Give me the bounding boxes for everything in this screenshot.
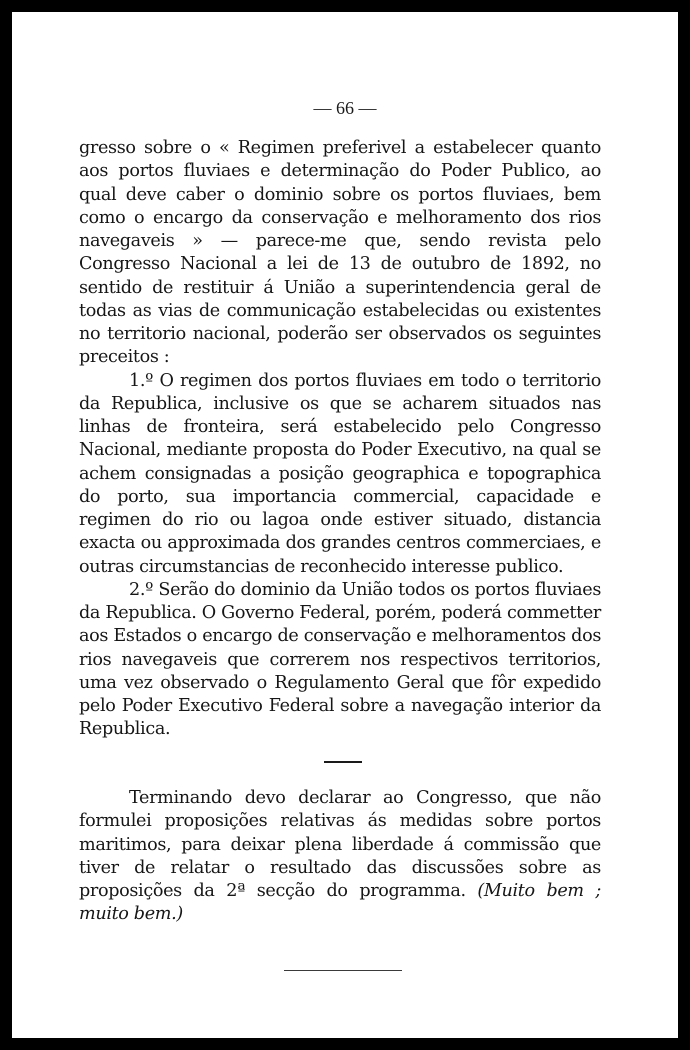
item-2-paragraph: 2.º Serão do dominio da União todos os portos fluviaes da Republica. O Governo Federal, porém, poderá commetter aos Estados o encargo de conservação e melhoramentos dos rios navegaveis que correrem nos respectivos territorios, uma vez observado o Regulamento Geral que fôr expedido pelo Poder Executivo Federal sobre a navegação interior da Republica. [79, 579, 601, 740]
closing-statement: Terminando devo declarar ao Congresso, que não formulei proposições relativas ás medidas sobre portos maritimos, para deixar plena liberdade á commissão que tiver de relatar o resultado das discussões sobre as proposições da 2ª secção do programma. [79, 788, 601, 901]
item-1-paragraph: 1.º O regimen dos portos fluviaes em todo o territorio da Republica, inclusive os que se acharem situados nas linhas de fronteira, será estabelecido pelo Congresso Nacional, mediante proposta do Poder Executivo, na qual se achem consignadas a posição geographica e topographica do porto, sua importancia commercial, capacidade e regimen do rio ou lagoa onde estiver situado, distancia exacta ou approximada dos grandes centros commerciaes, e outras circumstancias de reconhecido interesse publico. [79, 370, 601, 577]
book-page [12, 12, 678, 1038]
page-number: — 66 — [313, 98, 377, 118]
section-separator [324, 761, 362, 763]
closing-text-block [79, 787, 601, 927]
closing-paragraph [79, 787, 601, 927]
applause-note: (Muito bem ; muito bem.) [79, 881, 601, 925]
intro-paragraph: gresso sobre o « Regimen preferivel a estabelecer quanto aos portos fluviaes e determinação do Poder Publico, ao qual deve caber o dominio sobre os portos fluviaes, bem como o encargo da conservação e melhoramento dos rios navegaveis » — parece-me que, sendo revista pelo Congresso Nacional a lei de 13 de outubro de 1892, no sentido de restituir á União a superintendencia geral de todas as vias de communicação estabelecidas ou existentes no territorio nacional, poderão ser observados os seguintes preceitos : [79, 138, 601, 368]
end-rule [284, 970, 402, 971]
main-text-block [79, 137, 601, 742]
